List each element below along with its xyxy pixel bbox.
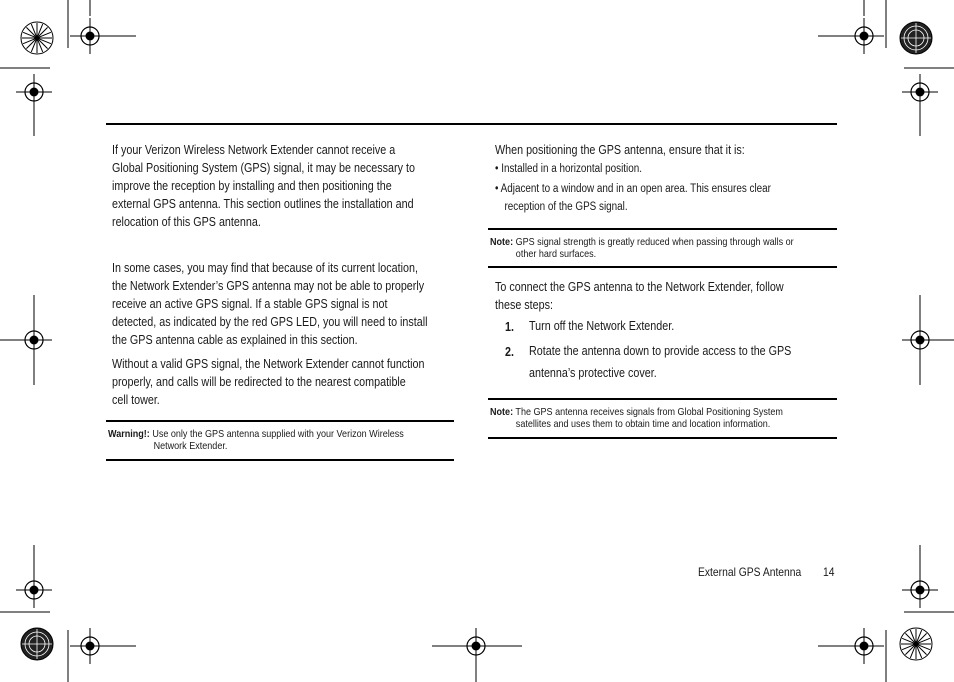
text-line: To connect the GPS antenna to the Network Extender, follow bbox=[495, 280, 784, 294]
note-text: GPS signal strength is greatly reduced when passing through walls or bbox=[515, 236, 794, 248]
note-text: The GPS antenna receives signals from Global Positioning System bbox=[515, 406, 783, 418]
warning-label: Warning!: bbox=[108, 428, 150, 440]
step-text-line: antenna’s protective cover. bbox=[529, 366, 657, 380]
color-target-icon bbox=[900, 628, 932, 660]
note-box bbox=[490, 236, 794, 260]
text-line: In some cases, you may find that because of its current location, bbox=[112, 261, 418, 275]
color-target-icon bbox=[21, 22, 53, 54]
note-label: Note: bbox=[490, 236, 514, 248]
note1-bottom-rule bbox=[488, 266, 837, 268]
text-line: the GPS antenna cable as explained in this section. bbox=[112, 333, 358, 347]
text-line: If your Verizon Wireless Network Extender cannot receive a bbox=[112, 143, 396, 157]
right-intro bbox=[495, 141, 745, 159]
note-text-continued: satellites and uses them to obtain time and location information. bbox=[515, 418, 771, 430]
registration-mark-icon bbox=[16, 572, 52, 608]
footer-section-title: External GPS Antenna bbox=[698, 565, 802, 579]
note-text-continued: other hard surfaces. bbox=[515, 248, 597, 260]
step-text-line: Rotate the antenna down to provide access to the GPS bbox=[529, 344, 792, 358]
connect-paragraph bbox=[495, 278, 784, 314]
color-target-icon bbox=[900, 22, 932, 54]
warning-box bbox=[108, 428, 404, 452]
top-rule bbox=[106, 123, 837, 125]
registration-mark-icon bbox=[902, 572, 938, 608]
note-box bbox=[490, 406, 783, 430]
registration-mark-icon bbox=[902, 74, 938, 110]
text-line: relocation of this GPS antenna. bbox=[112, 215, 261, 229]
text-line: these steps: bbox=[495, 298, 553, 312]
bullet-item bbox=[495, 160, 642, 178]
warning-text: Use only the GPS antenna supplied with your Verizon Wireless bbox=[152, 428, 404, 440]
text-line: Global Positioning System (GPS) signal, it may be necessary to bbox=[112, 161, 415, 175]
text-line: the Network Extender’s GPS antenna may not be able to properly bbox=[112, 279, 425, 293]
text-line: Without a valid GPS signal, the Network Extender cannot function bbox=[112, 357, 425, 371]
color-target-icon bbox=[21, 628, 53, 660]
registration-mark-icon bbox=[16, 74, 52, 110]
warning-text-continued: Network Extender. bbox=[153, 440, 228, 452]
note2-top-rule bbox=[488, 398, 837, 400]
bullet-text-continued: reception of the GPS signal. bbox=[504, 201, 628, 213]
text-line: improve the reception by installing and then positioning the bbox=[112, 179, 392, 193]
text-line: external GPS antenna. This section outlines the installation and bbox=[112, 197, 414, 211]
step-text bbox=[529, 340, 791, 384]
warning-bottom-rule bbox=[106, 459, 454, 461]
step-text: Turn off the Network Extender. bbox=[529, 319, 675, 333]
bullet-item bbox=[495, 180, 771, 216]
bullet-text: • Adjacent to a window and in an open area. This ensures clear bbox=[495, 183, 771, 195]
left-paragraph-3 bbox=[112, 355, 425, 409]
text-line: detected, as indicated by the red GPS LED, you will need to install bbox=[112, 315, 428, 329]
note1-top-rule bbox=[488, 228, 837, 230]
text-line: receive an active GPS signal. If a stable GPS signal is not bbox=[112, 297, 388, 311]
warning-top-rule bbox=[106, 420, 454, 422]
text-line: cell tower. bbox=[112, 393, 160, 407]
step-number: 2. bbox=[505, 345, 514, 359]
text-line: properly, and calls will be redirected to the nearest compatible bbox=[112, 375, 406, 389]
note-label: Note: bbox=[490, 406, 514, 418]
page-number: 14 bbox=[823, 565, 835, 579]
bullet-text: • Installed in a horizontal position. bbox=[495, 163, 642, 175]
left-paragraph-1 bbox=[112, 141, 415, 231]
step-number: 1. bbox=[505, 320, 514, 334]
left-paragraph-2 bbox=[112, 259, 428, 349]
text-line: When positioning the GPS antenna, ensure that it is: bbox=[495, 143, 745, 157]
note2-bottom-rule bbox=[488, 437, 837, 439]
